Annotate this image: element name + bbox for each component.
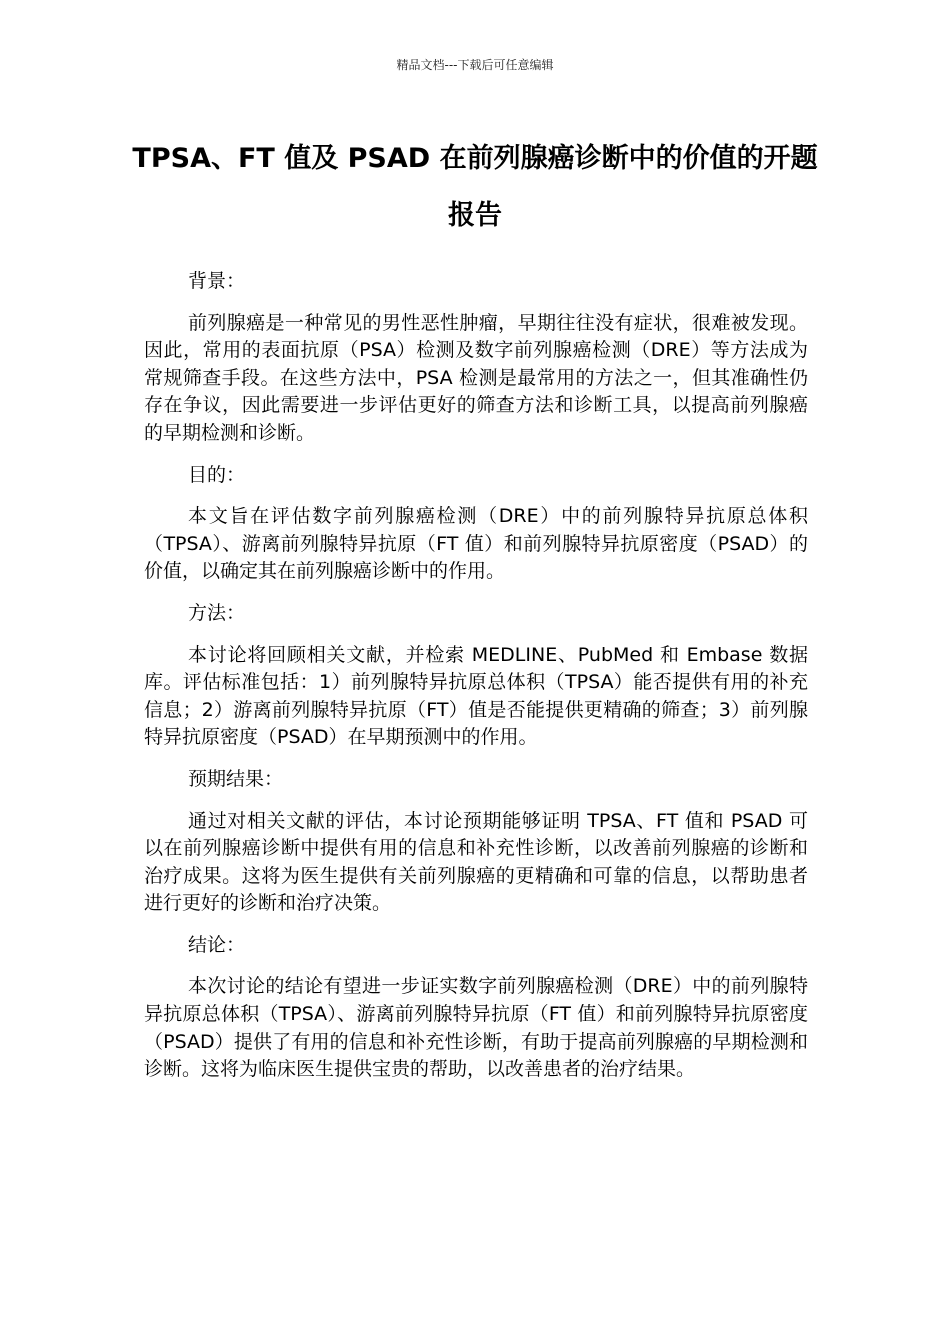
section-label-background: 背景：: [188, 270, 246, 292]
section-body-background: 前列腺癌是一种常见的男性恶性肿瘤，早期往往没有症状，很难被发现。因此，常用的表面抗原（PSA）检测及数字前列腺癌检测（DRE）等方法成为常规筛查手段。在这些方法中，PSA 检测是最常用的方法之一，但其准确性仍存在争议，因此需要进一步评估更好的筛查方法和诊断工具，以提高前列腺癌的早期检测和诊断。: [144, 311, 808, 444]
section-body-objective: 本文旨在评估数字前列腺癌检测（DRE）中的前列腺特异抗原总体积（TPSA）、游离前列腺特异抗原（FT 值）和前列腺特异抗原密度（PSAD）的价值，以确定其在前列腺癌诊断中的作用。: [144, 505, 808, 583]
header-note: 精品文档---下载后可任意编辑: [396, 58, 554, 72]
section-body-expected-results: 通过对相关文献的评估，本讨论预期能够证明 TPSA、FT 值和 PSAD 可以在前列腺癌诊断中提供有用的信息和补充性诊断，以改善前列腺癌的诊断和治疗成果。这将为医生提供有关前列腺癌的更精确和可靠的信息，以帮助患者进行更好的诊断和治疗决策。: [144, 809, 808, 915]
section-label-method: 方法：: [188, 601, 246, 624]
section-body-conclusion: 本次讨论的结论有望进一步证实数字前列腺癌检测（DRE）中的前列腺特异抗原总体积（TPSA）、游离前列腺特异抗原（FT 值）和前列腺特异抗原密度（PSAD）提供了有用的信息和补充性诊断，有助于提高前列腺癌的早期检测和诊断。这将为临床医生提供宝贵的帮助，以改善患者的治疗结果。: [144, 975, 808, 1081]
document-body: [144, 268, 808, 1098]
document-title: TPSA、FT 值及 PSAD 在前列腺癌诊断中的价值的开题报告: [132, 143, 818, 231]
section-label-conclusion: 结论：: [188, 933, 246, 956]
section-label-objective: 目的：: [188, 463, 246, 486]
section-label-expected-results: 预期结果：: [188, 767, 284, 790]
section-body-method: 本讨论将回顾相关文献，并检索 MEDLINE、PubMed 和 Embase 数据库。评估标准包括：1）前列腺特异抗原总体积（TPSA）能否提供有用的补充信息；2）游离前列腺特异抗原（FT）值是否能提供更精确的筛查；3）前列腺特异抗原密度（PSAD）在早期预测中的作用。: [144, 643, 808, 749]
